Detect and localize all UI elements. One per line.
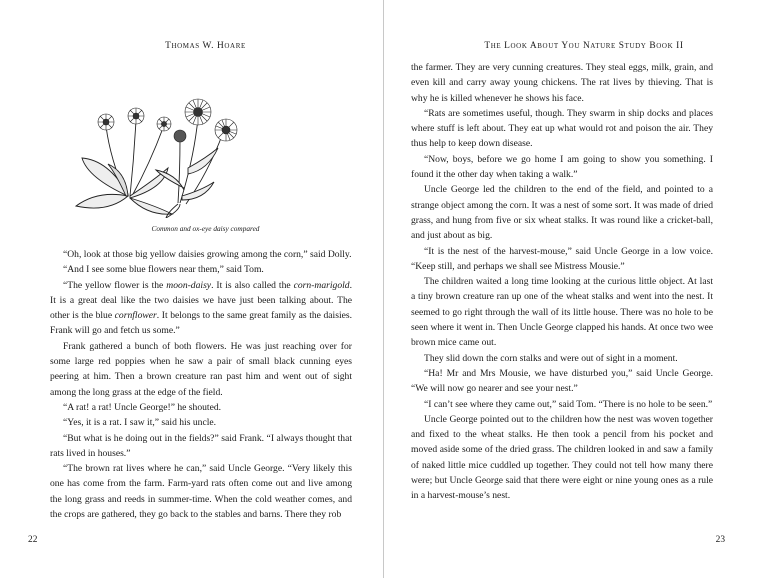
running-head-title: The Look About You Nature Study Book II (484, 41, 684, 51)
paragraph: “It is the nest of the harvest-mouse,” said Uncle George in a low voice. “Keep still, and perhaps we shall see Mistress Mousie.” (411, 245, 713, 272)
right-body-text (411, 60, 713, 504)
running-head-author: Thomas W. Hoare (165, 41, 246, 51)
paragraph: “A rat! a rat! Uncle George!” he shouted. (63, 401, 222, 413)
paragraph: “Ha! Mr and Mrs Mousie, we have disturbed you,” said Uncle George. “We will now go nearer and see your nest.” (411, 367, 713, 395)
page-number: 22 (28, 535, 38, 545)
paragraph: “The yellow flower is the moon-daisy. It is also called the corn-marigold. It is a great deal like the two daisies we have just been talking about. The other is the blue cornflower. It belongs to the same great family as the daisies. Frank will go and fetch us some.” (50, 279, 352, 337)
paragraph: Uncle George led the children to the end of the field, and pointed to a strange object among the corn. It was a nest of some sort. It was made of dried grass, and hung from five or six wheat stalks. It was round like a cricket-ball, and just about as big. (411, 184, 713, 242)
paragraph: The children waited a long time looking at the curious little object. At last a tiny brown creature ran up one of the wheat stalks and went into the nest. It seemed to go right through the wall of its little house. There was no hole to be seen where it went in. Then Uncle George clapped his hands. At once two wee brown mice came out. (411, 276, 713, 349)
page-number: 23 (715, 535, 725, 545)
paragraph: Uncle George pointed out to the children how the nest was woven together and fixed to the wheat stalks. He then took a pencil from his pocket and moved aside some of the dried grass. The children looked in and saw a family of naked little mice cuddled up together. They could not tell how many there were; but Uncle George said that there were eight or nine young ones as a rule in a harvest-mouse’s nest. (411, 413, 713, 502)
paragraph: They slid down the corn stalks and were out of sight in a moment. (424, 352, 678, 364)
paragraph: “Now, boys, before we go home I am going to show you something. I found it the other day when taking a walk.” (411, 153, 713, 181)
paragraph: the farmer. They are very cunning creatures. They steal eggs, milk, grain, and even kill and carry away young chickens. The rat lives by thieving. That is why he is killed whenever he shows his face. (411, 62, 713, 104)
paragraph: “Rats are sometimes useful, though. They swarm in ship docks and places where stuff is left about. They eat up what would rot and poison the air. They thus help to keep down disease. (411, 107, 713, 150)
figure-caption: Common and ox-eye daisy compared (151, 224, 260, 233)
right-page (384, 0, 768, 578)
paragraph: Frank gathered a bunch of both flowers. He was just reaching over for some large red poppies when he saw a pair of small black cunning eyes peering at him. Then a brown creature ran past him and went out of sight among the long grass at the edge of the field. (50, 340, 352, 398)
paragraph: “I can’t see where they came out,” said Tom. “There is no hole to be seen.” (424, 398, 713, 410)
daisy-illustration (68, 78, 278, 218)
paragraph: “But what is he doing out in the fields?” said Frank. “I always thought that rats lived in houses.” (50, 432, 352, 459)
paragraph: “Yes, it is a rat. I saw it,” said his uncle. (63, 417, 217, 429)
left-body-text (50, 247, 352, 522)
paragraph: “And I see some blue flowers near them,” said Tom. (63, 264, 264, 276)
paragraph: “Oh, look at those big yellow daisies growing among the corn,” said Dolly. (63, 249, 352, 260)
paragraph: “The brown rat lives where he can,” said Uncle George. “Very likely this one has come from the farm. Farm-yard rats often come out and live among the long grass and reeds in summer-time. When the cold weather comes, and the crops are gathered, they go back to the stables and barns. There they rob (50, 463, 352, 521)
